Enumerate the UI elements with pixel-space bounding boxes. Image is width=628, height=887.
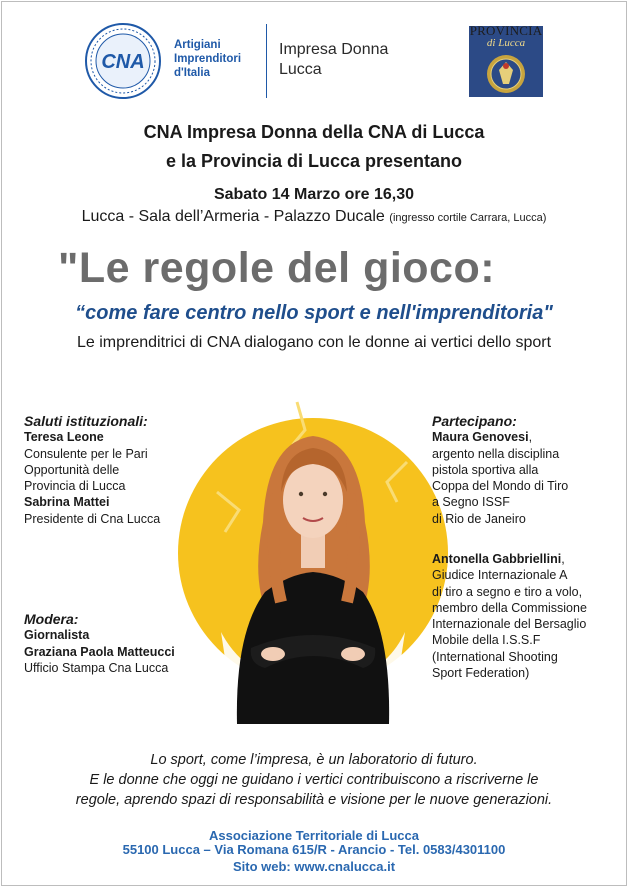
greetings-section xyxy=(24,413,194,527)
moderator-heading: Modera: xyxy=(24,611,79,627)
footer-org: Associazione Territoriale di Lucca xyxy=(209,828,419,843)
participant-2-desc-line: Internazionale del Bersaglio xyxy=(432,617,587,632)
provincia-title: PROVINCIA xyxy=(469,23,543,38)
participant-2-desc-line: Sport Federation) xyxy=(432,666,530,681)
venue-name: Lucca - Sala dell’Armeria - Palazzo Ducale xyxy=(81,208,385,225)
participant-2-name: Antonella Gabbriellini xyxy=(432,552,562,566)
venue-note: (ingresso cortile Carrara, Lucca) xyxy=(389,212,547,224)
participant-2-desc-line: Giudice Internazionale A xyxy=(432,568,568,583)
participants-section: Partecipano: Maura Genovesi, argento nella disciplina pistola sportiva alla Coppa del Mondo di Tiro a Segno ISSF di Rio de Janeiro xyxy=(432,413,612,527)
participant-1-name: Maura Genovesi xyxy=(432,430,529,445)
header-divider xyxy=(266,24,267,98)
participant-1-desc-line: pistola sportiva alla xyxy=(432,462,539,477)
participants-heading: Partecipano: xyxy=(432,413,517,429)
participant-2-desc-line: membro della Commissione xyxy=(432,600,587,615)
participant-1-desc-line: argento nella disciplina xyxy=(432,446,560,461)
moderator-section xyxy=(24,611,194,676)
participant-2-desc-line: di tiro a segno e tiro a volo, xyxy=(432,584,583,599)
provincia-subtitle: di Lucca xyxy=(486,37,526,49)
moderator-name: Graziana Paola Matteucci xyxy=(24,644,175,659)
moderator-office: Ufficio Stampa Cna Lucca xyxy=(24,660,169,675)
cna-logo-icon xyxy=(84,22,162,100)
participant-2-desc-line: (International Shooting xyxy=(432,649,558,664)
impresa-donna-label: Impresa Donna Lucca xyxy=(279,41,389,78)
event-venue xyxy=(0,208,628,226)
event-intro: Le imprenditrici di CNA dialogano con le donne ai vertici dello sport xyxy=(76,334,552,351)
presenters-line-1: CNA Impresa Donna della CNA di Lucca xyxy=(143,122,485,142)
moderator-role: Giornalista xyxy=(24,628,90,643)
greetings-heading: Saluti istituzionali: xyxy=(24,413,148,429)
presenters-line-2: e la Provincia di Lucca presentano xyxy=(165,151,463,171)
greeter-1-name: Teresa Leone xyxy=(24,430,104,445)
hero-image xyxy=(177,382,449,724)
greeter-2-role: Presidente di Cna Lucca xyxy=(24,511,161,526)
footer-website[interactable]: Sito web: www.cnalucca.it xyxy=(232,859,396,874)
participant-1-desc-line: Coppa del Mondo di Tiro xyxy=(432,479,569,494)
event-date: Sabato 14 Marzo ore 16,30 xyxy=(213,186,415,203)
event-title: "Le regole del gioco: xyxy=(58,244,496,292)
greeter-1-role-line: Consulente per le Pari xyxy=(24,446,148,461)
cna-org-name: Artigiani Imprenditori d'Italia xyxy=(174,39,242,79)
participant-1-desc-line: di Rio de Janeiro xyxy=(432,511,526,526)
participant-1-desc-line: a Segno ISSF xyxy=(432,495,510,510)
event-subtitle: “come fare centro nello sport e nell'imprenditoria" xyxy=(75,302,553,324)
cna-logo-text: CNA xyxy=(101,51,145,73)
footer-address: 55100 Lucca – Via Romana 615/R - Arancio - Tel. 0583/4301100 xyxy=(122,842,506,857)
greeter-1-role-line: Opportunità delle xyxy=(24,462,120,477)
greeter-1-role-line: Provincia di Lucca xyxy=(24,479,126,494)
participant-2-desc-line: Mobile della I.S.S.F xyxy=(432,633,541,648)
closing-quote: Lo sport, come l’impresa, è un laboratorio di futuro. E le donne che oggi ne guidano i vertici contribuiscono a riscriverne le regole, aprendo spazi di responsabilità e visione per le nuove generazioni. xyxy=(75,752,553,808)
greeter-2-name: Sabrina Mattei xyxy=(24,495,110,510)
participant-2: Antonella Gabbriellini, Giudice Internazionale A di tiro a segno e tiro a volo, membro della Commissione Internazionale del Bersaglio Mobile della I.S.S.F (International Shooting Sport Federation) xyxy=(432,551,612,681)
